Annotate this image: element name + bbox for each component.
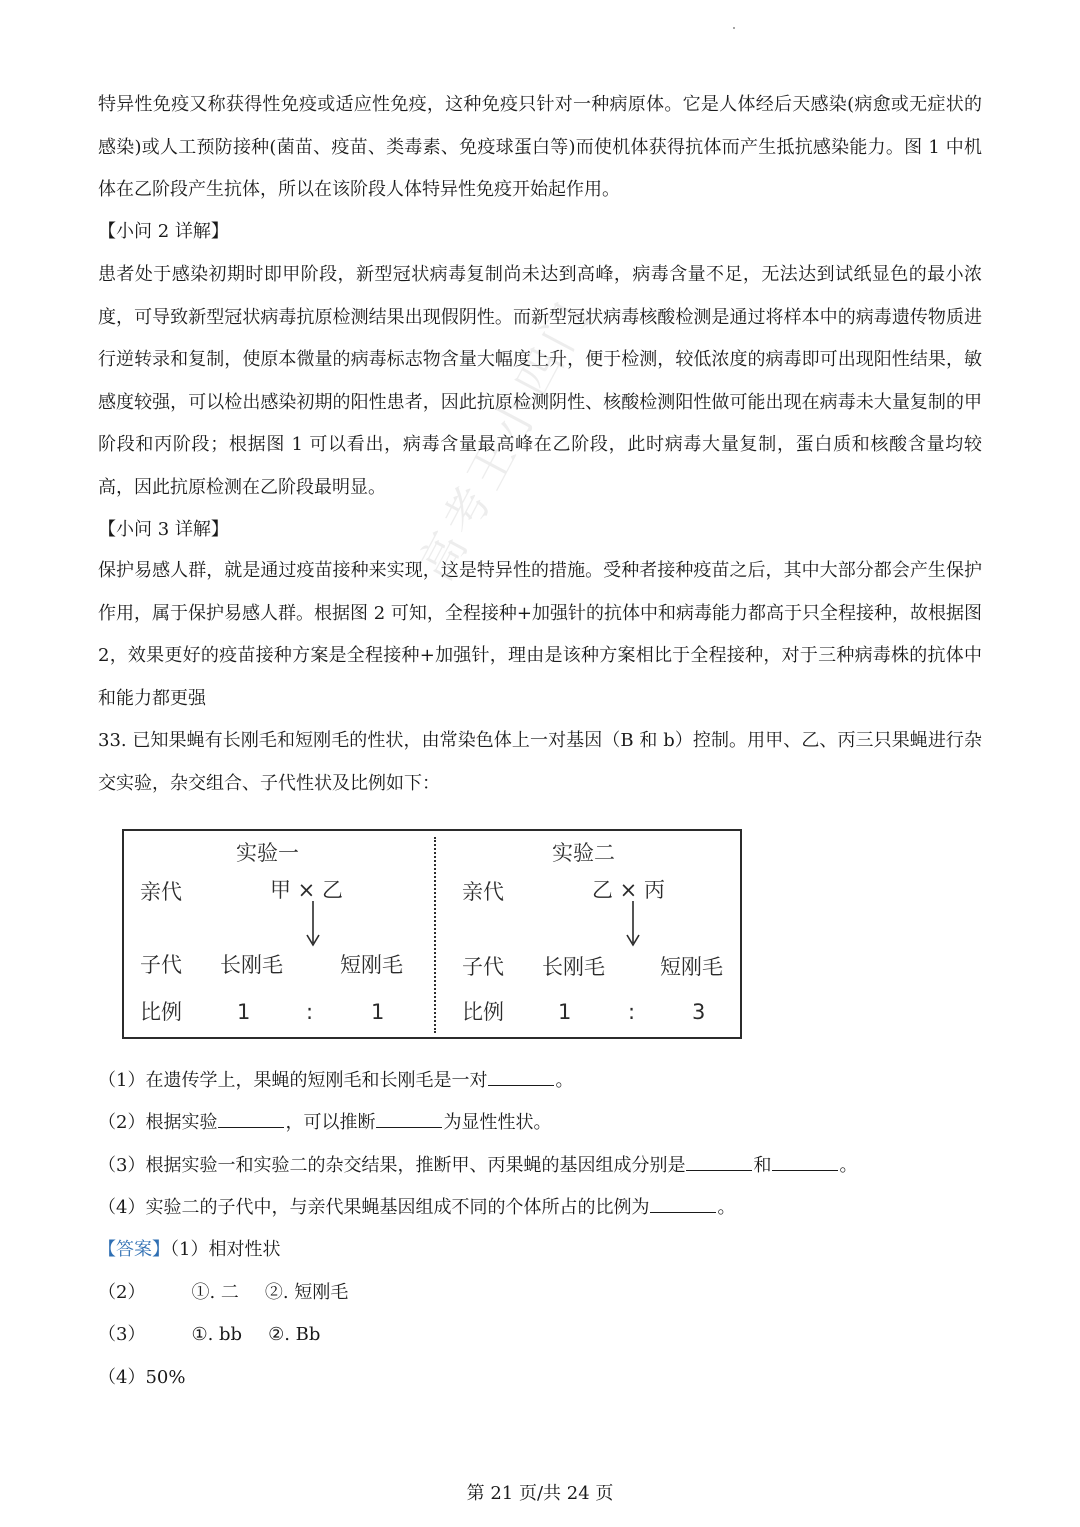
exp1-down-arrow-icon — [306, 901, 320, 947]
answer-line-3 — [98, 1321, 320, 1349]
sub4-suffix: 。 — [717, 1197, 736, 1218]
exp2-ratio-right: 3 — [692, 1000, 706, 1024]
question-33-stem: 33. 已知果蝇有长刚毛和短刚毛的性状，由常染色体上一对基因（B 和 b）控制。用甲、乙、丙三只果蝇进行杂交实验，杂交组合、子代性状及比例如下： — [98, 730, 982, 794]
exp2-ratio-label: 比例 — [462, 1000, 504, 1024]
sub3-blank-2 — [772, 1152, 838, 1171]
sub2-suffix: 为显性性状。 — [443, 1112, 552, 1133]
exp1-ratio-left: 1 — [237, 1000, 251, 1024]
sub4-prefix: （4）实验二的子代中，与亲代果蝇基因组成不同的个体所占的比例为 — [98, 1197, 650, 1218]
exp1-ratio-label: 比例 — [140, 1000, 182, 1024]
sub3-suffix: 。 — [839, 1155, 858, 1176]
exp1-ratio-right: 1 — [371, 1000, 385, 1024]
sub-question-2 — [98, 1109, 551, 1137]
sub4-blank — [650, 1194, 716, 1213]
sub1-suffix: 。 — [555, 1070, 574, 1091]
sub3-blank-1 — [686, 1152, 752, 1171]
answer-2-number: （2） — [98, 1282, 146, 1303]
q2-detail-paragraph: 患者处于感染初期时即甲阶段，新型冠状病毒复制尚未达到高峰，病毒含量不足，无法达到试纸显色的最小浓度，可导致新型冠状病毒抗原检测结果出现假阴性。而新型冠状病毒核酸检测是通过将样本中的病毒遗传物质进行逆转录和复制，使原本微量的病毒标志物含量大幅度上升，便于检测，较低浓度的病毒即可出现阳性结果，敏感度较强，可以检出感染初期的阳性患者，因此抗原检测阴性、核酸检测阳性做可能出现在病毒未大量复制的甲阶段和丙阶段；根据图 1 可以看出，病毒含量最高峰在乙阶段，此时病毒大量复制，蛋白质和核酸含量均较高，因此抗原检测在乙阶段最明显。 — [98, 264, 982, 498]
answer-3-part-2: ②. Bb — [268, 1324, 321, 1345]
explanation-paragraph-1: 特异性免疫又称获得性免疫或适应性免疫，这种免疫只针对一种病原体。它是人体经后天感染(病愈或无症状的感染)或人工预防接种(菌苗、疫苗、类毒素、免疫球蛋白等)而使机体获得抗体而产生抵抗感染能力。图 1 中机体在乙阶段产生抗体，所以在该阶段人体特异性免疫开始起作用。 — [98, 94, 982, 200]
sub-question-4 — [98, 1194, 735, 1222]
exp2-parent-label: 亲代 — [462, 880, 504, 904]
answer-2-part-1: ①. 二 — [191, 1282, 239, 1303]
exp1-trait-long: 长刚毛 — [220, 953, 283, 977]
q2-detail-heading: 【小问 2 详解】 — [98, 221, 229, 242]
watermark: 高考王小四门 — [407, 288, 603, 590]
sub2-blank-2 — [376, 1109, 442, 1128]
answer-line-2 — [98, 1279, 348, 1307]
exp1-parent-label: 亲代 — [140, 880, 182, 904]
exp2-cross: 乙 × 丙 — [592, 878, 665, 902]
scan-dot — [733, 27, 735, 29]
answer-3-number: （3） — [98, 1324, 146, 1345]
exp1-cross: 甲 × 乙 — [270, 878, 343, 902]
answer-2-part-2: ②. 短刚毛 — [264, 1282, 349, 1303]
q3-detail-heading: 【小问 3 详解】 — [98, 519, 229, 540]
sub-question-1 — [98, 1067, 573, 1095]
page-footer: 第 21 页/共 24 页 — [466, 1483, 614, 1504]
exp1-trait-short: 短刚毛 — [340, 953, 403, 977]
sub1-prefix: （1）在遗传学上，果蝇的短刚毛和长刚毛是一对 — [98, 1070, 488, 1091]
exp2-down-arrow-icon — [626, 901, 640, 947]
exp2-title: 实验二 — [552, 841, 615, 865]
cross-experiment-figure — [122, 829, 742, 1039]
sub2-blank-1 — [218, 1109, 284, 1128]
answer-tag: 【答案】 — [98, 1239, 170, 1260]
sub-question-3 — [98, 1152, 857, 1180]
exp2-offspring-label: 子代 — [462, 955, 504, 979]
answer-1: （1）相对性状 — [170, 1239, 281, 1260]
q3-detail-paragraph: 保护易感人群，就是通过疫苗接种来实现，这是特异性的措施。受种者接种疫苗之后，其中大部分都会产生保护作用，属于保护易感人群。根据图 2 可知，全程接种+加强针的抗体中和病毒能力都高于只全程接种，故根据图 2，效果更好的疫苗接种方案是全程接种+加强针，理由是该种方案相比于全程接种，对于三种病毒株的抗体中和能力都更强 — [98, 560, 982, 709]
sub2-middle: ，可以推断 — [285, 1112, 376, 1133]
exp1-offspring-label: 子代 — [140, 953, 182, 977]
sub1-blank — [488, 1067, 554, 1086]
exp1-title: 实验一 — [236, 841, 299, 865]
exp1-ratio-colon: : — [306, 1000, 314, 1024]
sub3-prefix: （3）根据实验一和实验二的杂交结果，推断甲、丙果蝇的基因组成分别是 — [98, 1155, 686, 1176]
sub3-middle: 和 — [753, 1155, 772, 1176]
sub2-prefix: （2）根据实验 — [98, 1112, 218, 1133]
answer-line-1 — [98, 1236, 280, 1264]
exp2-trait-short: 短刚毛 — [660, 955, 723, 979]
exp2-ratio-colon: : — [628, 1000, 636, 1024]
exp2-trait-long: 长刚毛 — [542, 955, 605, 979]
exp2-ratio-left: 1 — [558, 1000, 572, 1024]
answer-3-part-1: ①. bb — [191, 1324, 243, 1345]
answer-line-4: （4）50% — [98, 1367, 186, 1388]
figure-divider — [434, 837, 436, 1033]
